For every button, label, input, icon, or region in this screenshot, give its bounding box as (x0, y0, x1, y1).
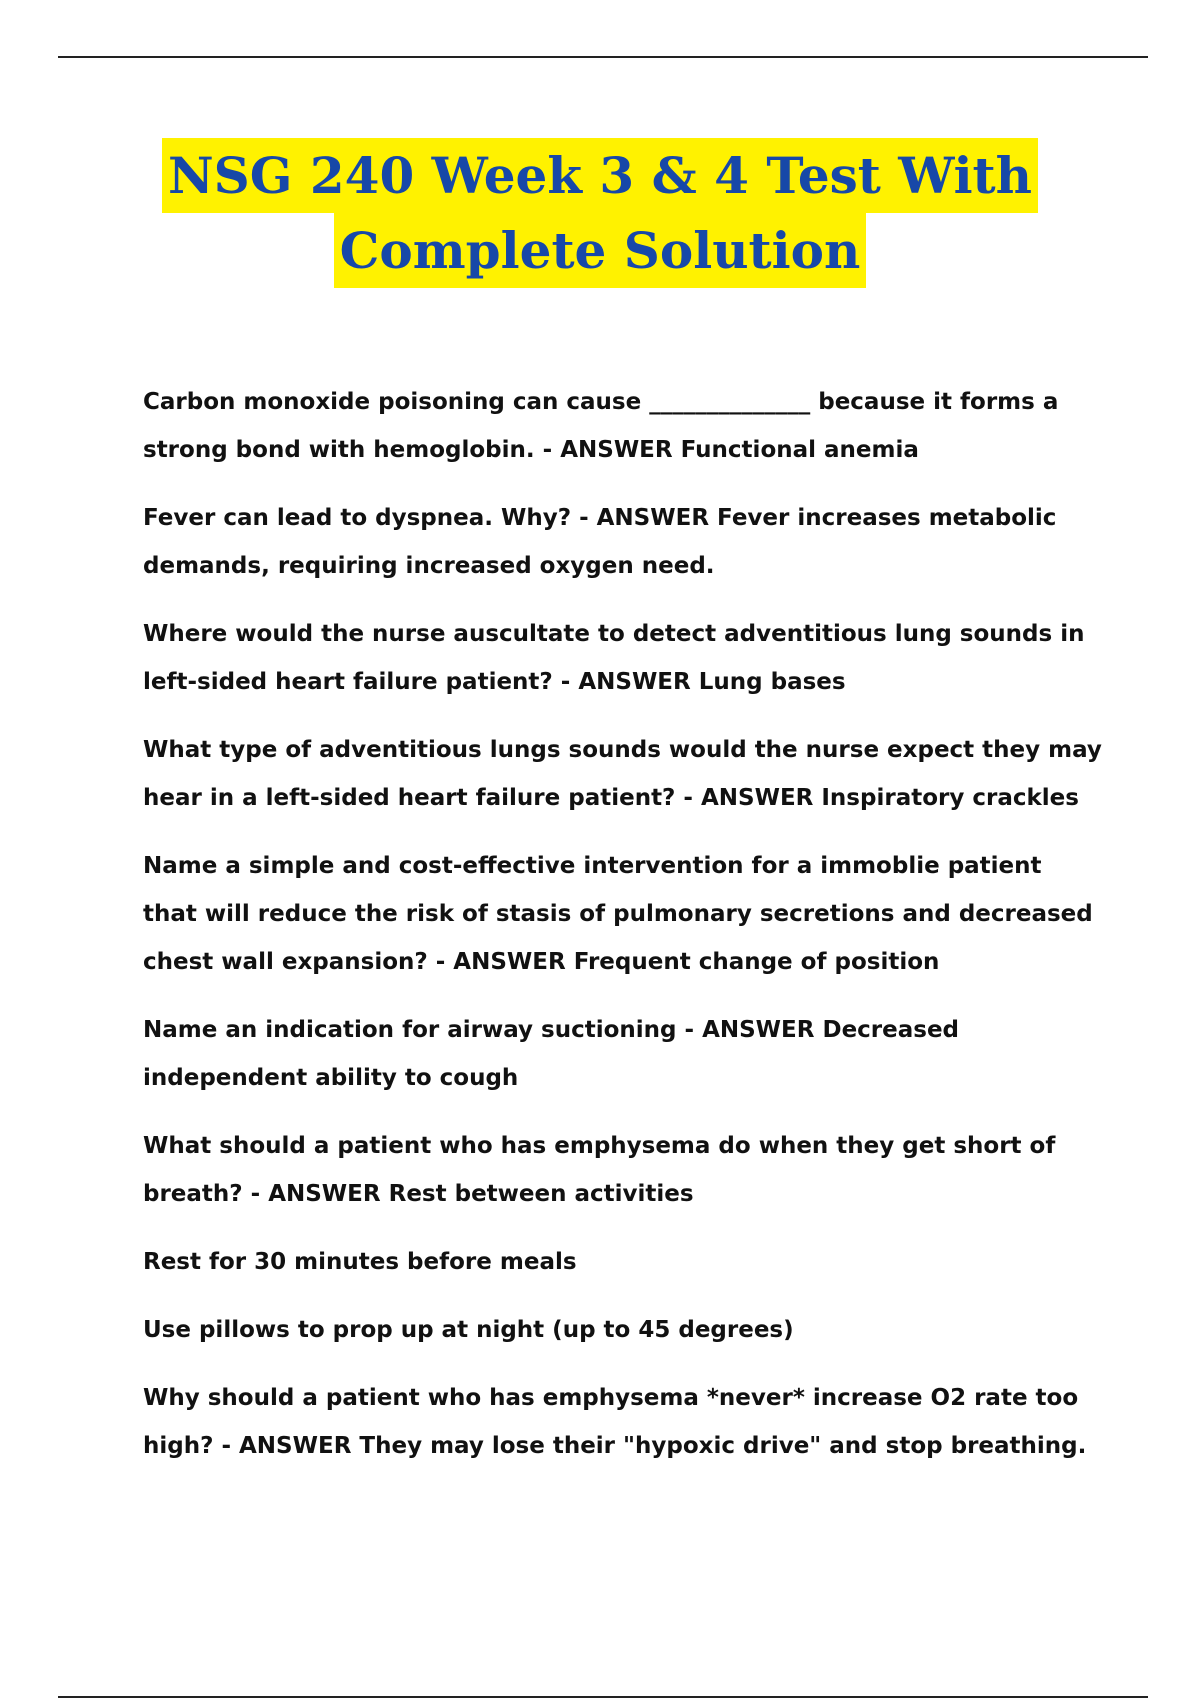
qa-item: Fever can lead to dyspnea. Why? - ANSWER Fever increases metabolic demands, requiring increased oxygen need. (143, 505, 1057, 579)
title-line-2: Complete Solution (334, 213, 867, 288)
qa-item: What type of adventitious lungs sounds would the nurse expect they may hear in a left-sided heart failure patient? - ANSWER Inspiratory crackles (143, 737, 1102, 811)
qa-item: Rest for 30 minutes before meals (143, 1249, 577, 1275)
qa-item: Name an indication for airway suctioning - ANSWER Decreased independent ability to cough (143, 1017, 960, 1091)
title-line-1: NSG 240 Week 3 & 4 Test With (162, 138, 1038, 213)
qa-item: Where would the nurse auscultate to detect adventitious lung sounds in left-sided heart failure patient? - ANSWER Lung bases (143, 621, 1085, 695)
bottom-rule (58, 1696, 1148, 1698)
qa-item: Use pillows to prop up at night (up to 45 degrees) (143, 1317, 794, 1343)
qa-item: Carbon monoxide poisoning can cause ______________ because it forms a strong bond with hemoglobin. - ANSWER Functional anemia (143, 389, 1059, 463)
document-title (0, 138, 1200, 288)
qa-list (143, 378, 1103, 1490)
qa-item: Why should a patient who has emphysema *never* increase O2 rate too high? - ANSWER They may lose their "hypoxic drive" and stop breathing. (143, 1385, 1087, 1459)
qa-item: Name a simple and cost-effective intervention for a immoblie patient that will reduce the risk of stasis of pulmonary secretions and decreased chest wall expansion? - ANSWER Frequent change of position (143, 853, 1093, 975)
qa-item: What should a patient who has emphysema do when they get short of breath? - ANSWER Rest between activities (143, 1133, 1056, 1207)
top-rule (58, 56, 1148, 58)
